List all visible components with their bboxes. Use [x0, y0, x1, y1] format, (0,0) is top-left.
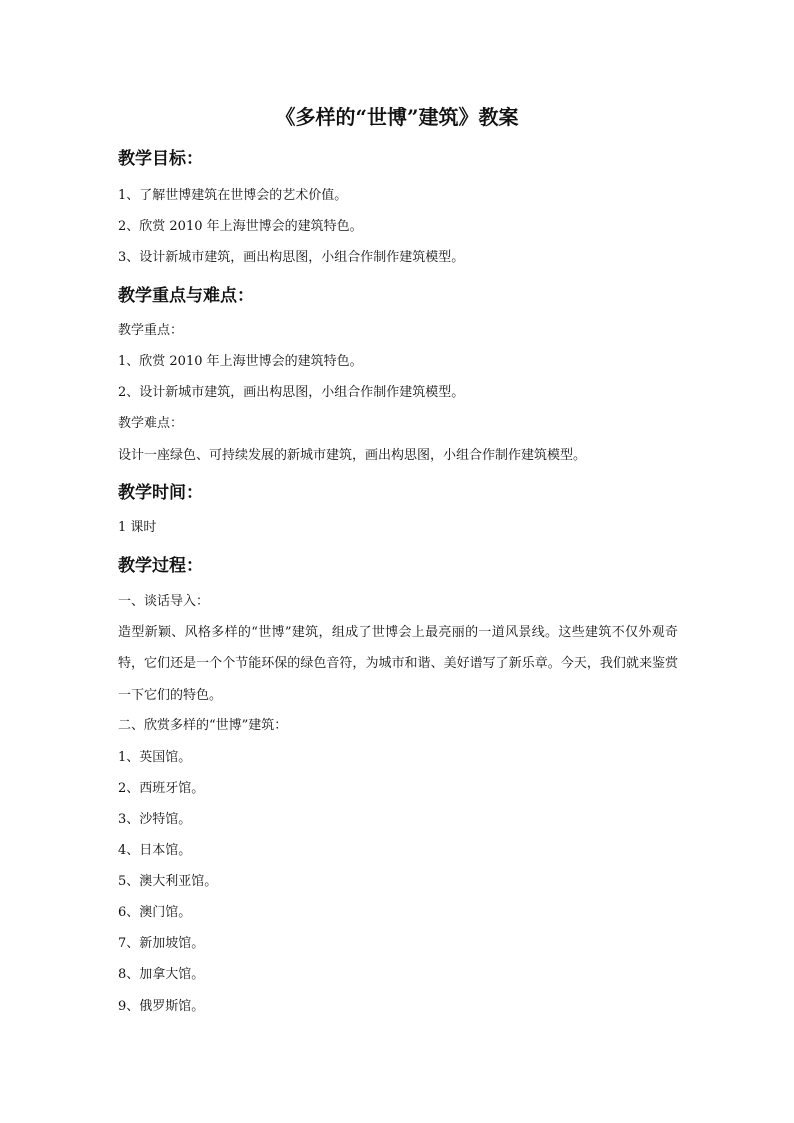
pavilion-item-8: 8、加拿大馆。 — [118, 967, 205, 982]
pavilion-item-4: 4、日本馆。 — [118, 843, 192, 858]
step2-label: 二、欣赏多样的“世博”建筑： — [118, 718, 288, 733]
objective-item-3: 3、设计新城市建筑，画出构思图，小组合作制作建筑模型。 — [118, 250, 465, 265]
focus-label: 教学重点： — [118, 323, 184, 338]
document-title: 《多样的“世博”建筑》教案 — [275, 105, 519, 129]
pavilion-item-6: 6、澳门馆。 — [118, 905, 192, 920]
step1-label: 一、谈话导入： — [118, 594, 210, 609]
time-value: 1 课时 — [118, 520, 157, 535]
focus-item-2: 2、设计新城市建筑，画出构思图，小组合作制作建筑模型。 — [118, 385, 465, 400]
key-points-heading: 教学重点与难点： — [118, 286, 254, 306]
pavilion-item-9: 9、俄罗斯馆。 — [118, 999, 205, 1014]
objective-item-2: 2、欣赏 2010 年上海世博会的建筑特色。 — [118, 219, 363, 234]
time-heading: 教学时间： — [118, 483, 203, 503]
process-heading: 教学过程： — [118, 556, 203, 576]
difficulty-label: 教学难点： — [118, 416, 184, 431]
pavilion-item-3: 3、沙特馆。 — [118, 812, 192, 827]
objective-item-1: 1、了解世博建筑在世博会的艺术价值。 — [118, 188, 348, 203]
pavilion-item-1: 1、英国馆。 — [118, 750, 192, 765]
pavilion-item-7: 7、新加坡馆。 — [118, 936, 205, 951]
step1-paragraph: 造型新颖、风格多样的“世博”建筑，组成了世博会上最亮丽的一道风景线。这些建筑不仅外观奇特，它们还是一个个节能环保的绿色音符，为城市和谐、美好谱写了新乐章。今天，我们就来鉴赏一下它们的特色。 — [118, 625, 678, 703]
difficulty-text: 设计一座绿色、可持续发展的新城市建筑，画出构思图，小组合作制作建筑模型。 — [118, 448, 587, 463]
focus-item-1: 1、欣赏 2010 年上海世博会的建筑特色。 — [118, 354, 363, 369]
pavilion-item-2: 2、西班牙馆。 — [118, 781, 205, 796]
objectives-heading: 教学目标： — [118, 149, 203, 169]
pavilion-item-5: 5、澳大利亚馆。 — [118, 874, 218, 889]
